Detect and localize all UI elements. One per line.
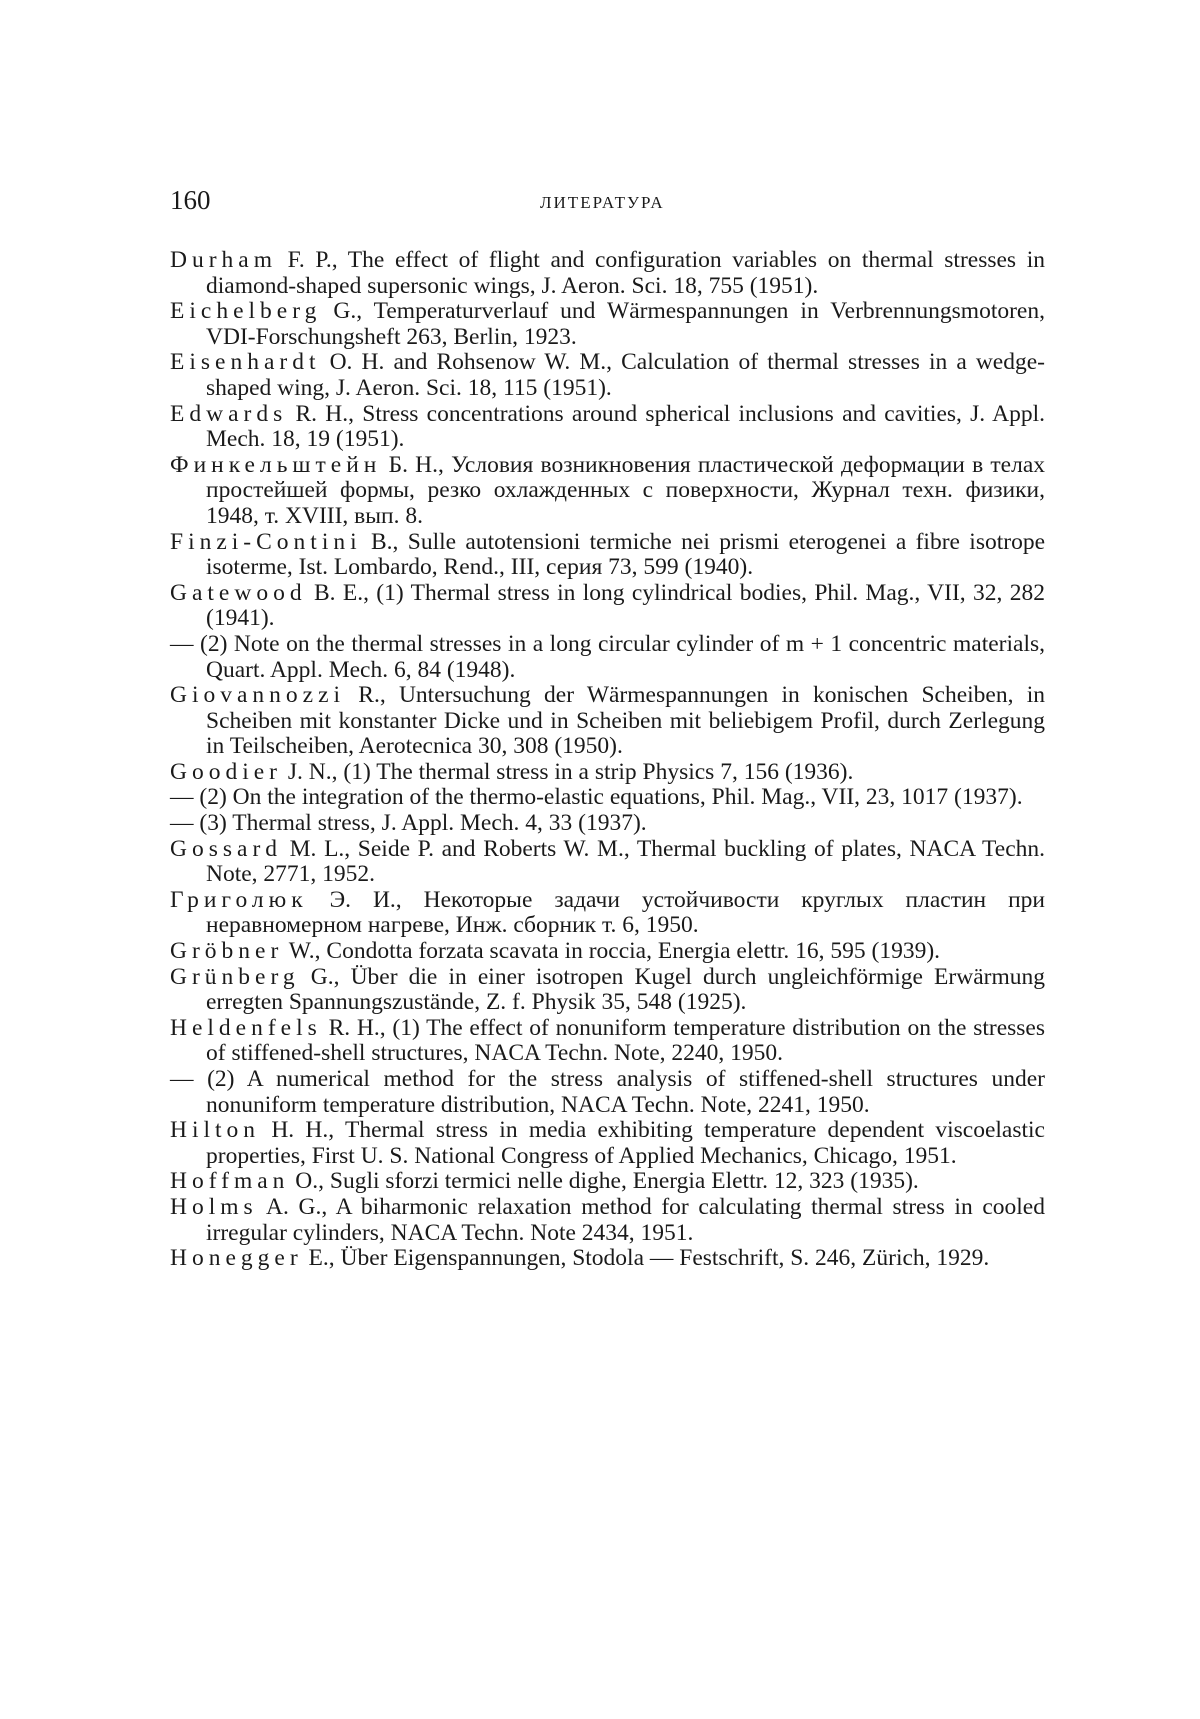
reference-text: R. H., Stress concentrations around spherical inclusions and cavities, J. Appl. Mech. 18, 19 (1951).	[206, 400, 1045, 453]
reference-text: — (2) On the integration of the thermo-elastic equations, Phil. Mag., VII, 23, 1017 (1937).	[170, 784, 1023, 811]
reference-author: Gatewood	[170, 579, 307, 606]
reference-entry	[170, 581, 1045, 632]
reference-author: Edwards	[170, 400, 288, 427]
reference-author: Holms	[170, 1193, 258, 1220]
reference-entry	[170, 1246, 1045, 1272]
reference-text: O. H. and Rohsenow W. M., Calculation of thermal stresses in a wedge-shaped wing, J. Aeron. Sci. 18, 115 (1951).	[206, 349, 1045, 401]
reference-author: Durham	[170, 247, 278, 273]
reference-entry	[170, 785, 1045, 811]
reference-text: H. H., Thermal stress in media exhibiting temperature dependent viscoelastic properties, First U. S. National Congress of Applied Mechanics, Chicago, 1951.	[206, 1117, 1045, 1169]
reference-text: E., Über Eigenspannungen, Stodola — Festschrift, S. 246, Zürich, 1929.	[302, 1245, 990, 1272]
reference-text: F. P., The effect of flight and configuration variables on thermal stresses in diamond-shaped supersonic wings, J. Aeron. Sci. 18, 755 (1951).	[206, 247, 1045, 299]
reference-text: W., Condotta forzata scavata in roccia, Energia elettr. 16, 595 (1939).	[283, 938, 941, 965]
reference-text: R. H., (1) The effect of nonuniform temperature distribution on the stresses of stiffened-shell structures, NACA Techn. Note, 2240, 1950.	[206, 1014, 1045, 1067]
reference-author: Finzi-Contini	[170, 528, 362, 555]
reference-list	[170, 248, 1045, 1272]
running-head: ЛИТЕРАТУРА	[540, 193, 665, 212]
reference-author: Hoffman	[170, 1168, 290, 1195]
reference-entry	[170, 350, 1045, 401]
reference-entry	[170, 1118, 1045, 1169]
reference-text: R., Untersuchung der Wärmespannungen in konischen Scheiben, in Scheiben mit konstanter Dicke und in Scheiben mit beliebigem Profil, durch Zerlegung in Teilscheiben, Aerotecnica 30, 308 (1950).	[206, 682, 1045, 760]
reference-entry	[170, 453, 1045, 530]
reference-author: Grünberg	[170, 963, 300, 990]
reference-entry	[170, 811, 1045, 837]
page-header	[170, 185, 1040, 225]
reference-entry	[170, 402, 1045, 453]
reference-author: Gröbner	[170, 938, 284, 965]
reference-entry	[170, 939, 1045, 965]
reference-entry	[170, 248, 1045, 299]
reference-text: B. E., (1) Thermal stress in long cylindrical bodies, Phil. Mag., VII, 32, 282 (1941).	[206, 579, 1045, 632]
reference-entry	[170, 299, 1045, 350]
reference-author: Goodier	[170, 758, 283, 785]
reference-text: — (3) Thermal stress, J. Appl. Mech. 4, 33 (1937).	[170, 810, 647, 837]
reference-entry	[170, 1016, 1045, 1067]
reference-text: — (2) Note on the thermal stresses in a long circular cylinder of m + 1 concentric materials, Quart. Appl. Mech. 6, 84 (1948).	[170, 630, 1045, 683]
reference-text: B., Sulle autotensioni termiche nei prismi eterogenei a fibre isotrope isoterme, Ist. Lombardo, Rend., III, серия 73, 599 (1940).	[206, 528, 1045, 581]
reference-author: Финкельштейн	[170, 451, 382, 478]
reference-text: G., Temperaturverlauf und Wärmespannungen in Verbrennungsmotoren, VDI-Forschungsheft 263, Berlin, 1923.	[206, 298, 1045, 350]
reference-text: — (2) A numerical method for the stress analysis of stiffened-shell structures under nonuniform temperature distribution, NACA Techn. Note, 2241, 1950.	[170, 1066, 1045, 1118]
reference-entry	[170, 1169, 1045, 1195]
reference-entry	[170, 1067, 1045, 1118]
reference-author: Giovannozzi	[170, 682, 346, 709]
reference-author: Григолюк	[170, 886, 308, 913]
reference-text: Э. И., Некоторые задачи устойчивости круглых пластин при неравномерном нагреве, Инж. сборник т. 6, 1950.	[206, 886, 1045, 939]
reference-author: Eisenhardt	[170, 349, 321, 376]
reference-text: G., Über die in einer isotropen Kugel durch ungleichförmige Erwärmung erregten Spannungszustände, Z. f. Physik 35, 548 (1925).	[206, 963, 1045, 1016]
reference-text: A. G., A biharmonic relaxation method for calculating thermal stress in cooled irregular cylinders, NACA Techn. Note 2434, 1951.	[206, 1193, 1045, 1246]
reference-text: M. L., Seide P. and Roberts W. M., Thermal buckling of plates, NACA Techn. Note, 2771, 1952.	[206, 835, 1045, 888]
reference-text: Б. Н., Условия возникновения пластической деформации в телах простейшей формы, резко охлажденных с поверхности, Журнал техн. физики, 1948, т. XVIII, вып. 8.	[206, 451, 1045, 529]
reference-author: Eichelberg	[170, 298, 322, 325]
reference-entry	[170, 965, 1045, 1016]
reference-entry	[170, 837, 1045, 888]
reference-author: Gossard	[170, 835, 283, 862]
reference-entry	[170, 1195, 1045, 1246]
reference-text: J. N., (1) The thermal stress in a strip Physics 7, 156 (1936).	[282, 758, 854, 785]
reference-entry	[170, 888, 1045, 939]
reference-entry	[170, 760, 1045, 786]
reference-author: Honegger	[170, 1245, 303, 1272]
reference-author: Heldenfels	[170, 1014, 322, 1041]
reference-text: O., Sugli sforzi termici nelle dighe, Energia Elettr. 12, 323 (1935).	[289, 1168, 919, 1195]
reference-entry	[170, 530, 1045, 581]
reference-author: Hilton	[170, 1117, 261, 1144]
reference-entry	[170, 632, 1045, 683]
reference-entry	[170, 683, 1045, 760]
page-number: 160	[170, 185, 211, 215]
